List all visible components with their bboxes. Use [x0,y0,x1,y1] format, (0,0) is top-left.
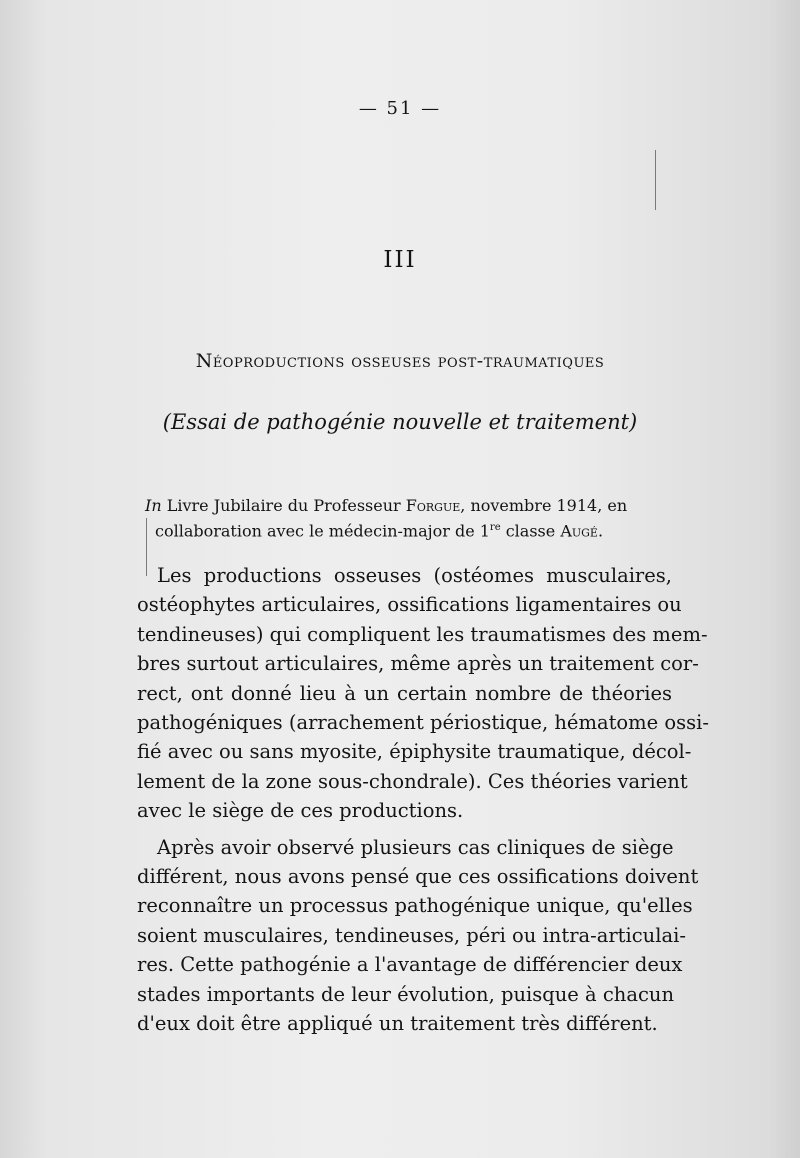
citation-text: . [597,521,604,541]
text-line: res. Cette pathogénie a l'avantage de différencier deux [137,953,683,977]
text-line: rect, ont donné lieu à un certain nombre de théories [137,681,672,705]
chapter-title: Néoproductions osseuses post-traumatiques [195,350,605,372]
text-line: Les productions osseuses (ostéomes musculaires, [157,564,672,587]
citation-text: Livre Jubilaire du Professeur [166,496,401,515]
chapter-subtitle: (Essai de pathogénie nouvelle et traitement) [162,410,638,434]
text-line: bres surtout articulaires, même après un traitement cor- [137,652,699,676]
publication-citation [145,495,670,542]
text-line: fié avec ou sans myosite, épiphysite traumatique, décol- [137,740,692,764]
paragraph [137,561,709,826]
text-line: avec le siège de ces productions. [137,799,464,823]
text-line: stades importants de leur évolution, puisque à chacun [137,982,675,1006]
citation-text: collaboration avec le médecin-major de 1 [155,521,490,541]
citation-text: classe [500,521,556,541]
paragraph [137,833,699,1039]
chapter-numeral: III [383,247,417,273]
text-line: lement de la zone sous-chondrale). Ces théories varient [137,769,688,793]
citation-superscript: re [489,522,501,533]
coauthor-name: Augé [560,521,598,541]
text-line: tendineuses) qui compliquent les traumatismes des mem- [137,622,708,646]
text-line: pathogéniques (arrachement périostique, hématome ossi- [137,711,709,735]
citation-text: , novembre 1914, en [460,496,628,515]
body-text [137,561,709,1046]
citation-in: In [145,496,162,515]
text-line: ostéophytes articulaires, ossifications ligamentaires ou [137,593,682,617]
text-line: Après avoir observé plusieurs cas cliniques de siège [157,835,674,859]
text-line: soient musculaires, tendineuses, péri ou intra-articulai- [137,923,686,947]
citation-line [145,495,670,517]
text-line: reconnaître un processus pathogénique unique, qu'elles [137,894,693,918]
text-line: d'eux doit être appliqué un traitement très différent. [137,1012,658,1036]
text-line: différent, nous avons pensé que ces ossifications doivent [137,865,699,889]
margin-mark [655,150,656,210]
citation-line [145,517,670,542]
page-number: — 51 — [358,98,442,119]
author-name: Forgue [405,496,461,515]
